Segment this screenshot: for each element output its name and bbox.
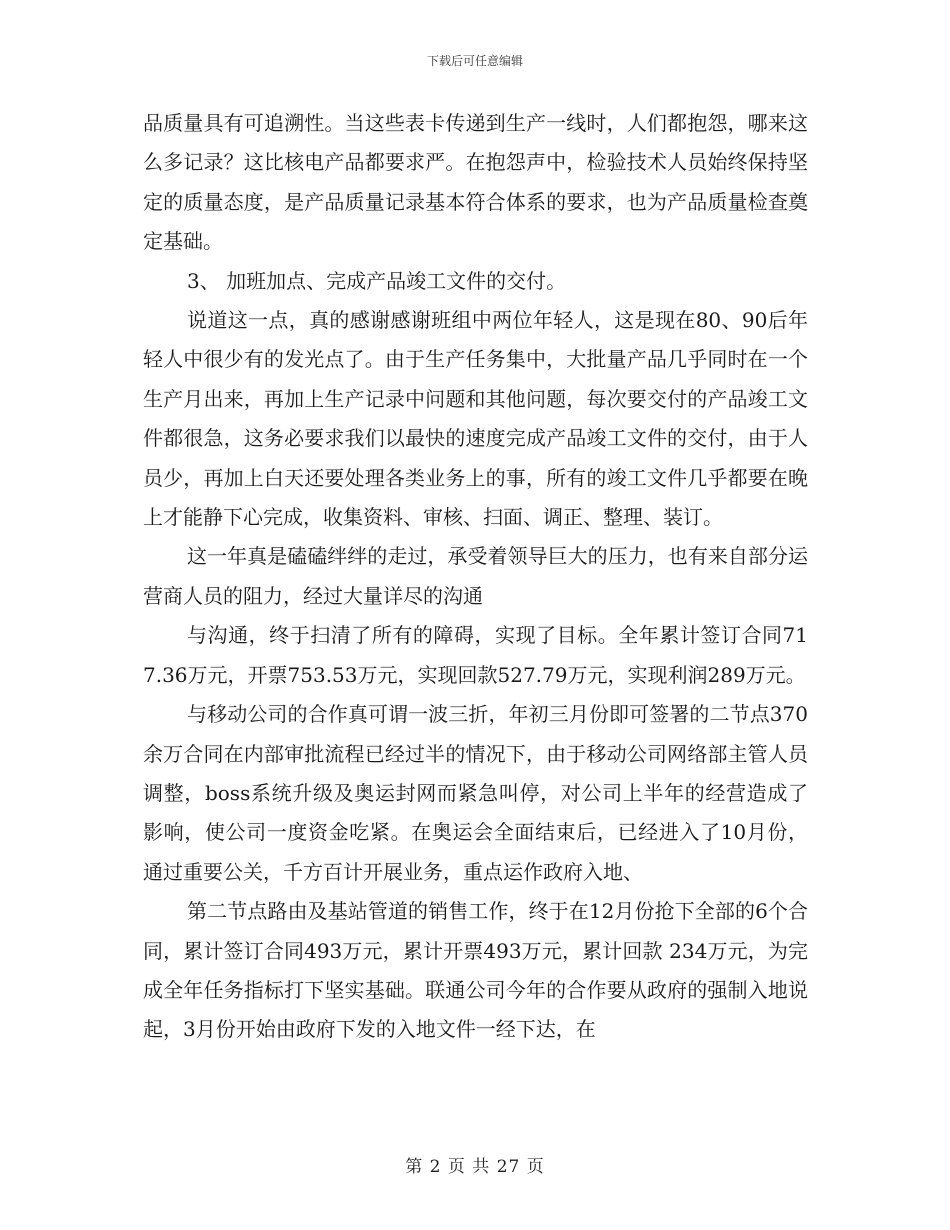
paragraph-4: 这一年真是磕磕绊绊的走过，承受着领导巨大的压力，也有来自部分运营商人员的阻力，经过大量详尽的沟通 <box>143 544 808 608</box>
paragraph-5: 与沟通，终于扫清了所有的障碍，实现了目标。全年累计签订合同717.36万元，开票753.53万元，实现回款527.79万元，实现利润289万元。 <box>143 623 808 687</box>
document-body <box>143 104 808 1050</box>
paragraph-7: 第二节点路由及基站管道的销售工作，终于在12月份抢下全部的6个合同，累计签订合同493万元，累计开票493万元，累计回款 234万元，为完成全年任务指标打下坚实基础。联通公司今年的合作要从政府的强制入地说起，3月份开始由政府下发的入地文件一经下达，在 <box>143 899 808 1042</box>
paragraph-6: 与移动公司的合作真可谓一波三折，年初三月份即可签署的二节点370余万合同在内部审批流程已经过半的情况下，由于移动公司网络部主管人员调整，boss系统升级及奥运封网而紧急叫停，对公司上半年的经营造成了影响，使公司一度资金吃紧。在奥运会全面结束后，已经进入了10月份，通过重要公关，千方百计开展业务，重点运作政府入地、 <box>143 702 808 884</box>
paragraph-2-heading: 3、 加班加点、完成产品竣工文件的交付。 <box>187 268 567 293</box>
paragraph-3: 说道这一点，真的感谢感谢班组中两位年轻人，这是现在80、90后年轻人中很少有的发光点了。由于生产任务集中，大批量产品几乎同时在一个生产月出来，再加上生产记录中问题和其他问题，每次要交付的产品竣工文件都很急，这务必要求我们以最快的速度完成产品竣工文件的交付，由于人员少，再加上白天还要处理各类业务上的事，所有的竣工文件几乎都要在晚上才能静下心完成，收集资料、审核、扫面、调正、整理、装订。 <box>143 308 808 530</box>
page-footer: 第 2 页 共 27 页 <box>405 1157 545 1177</box>
page-header: 下载后可任意编辑 <box>426 54 523 68</box>
paragraph-1: 品质量具有可追溯性。当这些表卡传递到生产一线时，人们都抱怨，哪来这么多记录？这比核电产品都要求严。在抱怨声中，检验技术人员始终保持坚定的质量态度，是产品质量记录基本符合体系的要求，也为产品质量检查奠定基础。 <box>143 111 808 254</box>
